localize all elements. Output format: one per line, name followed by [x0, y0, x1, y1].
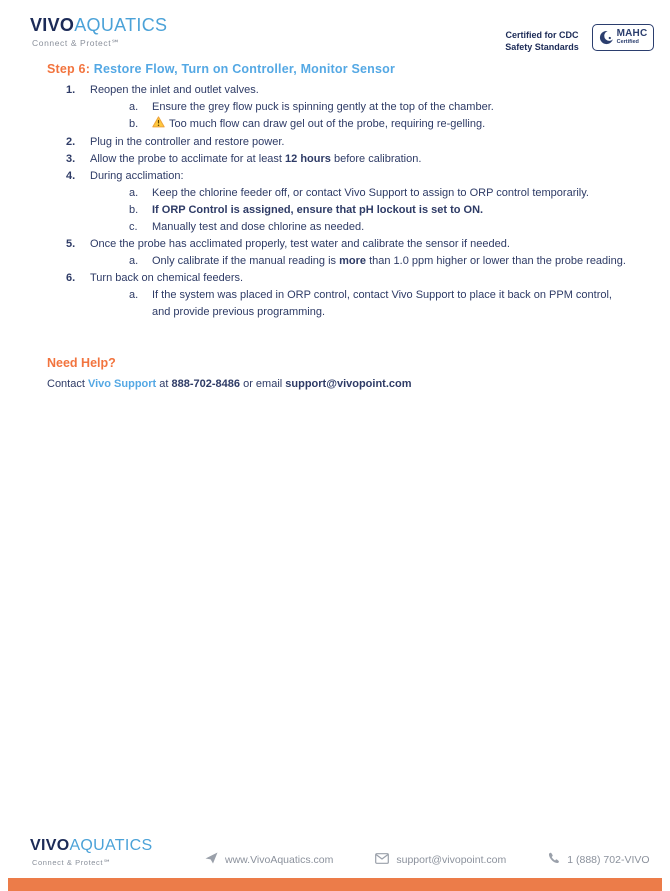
step-item — [47, 151, 627, 168]
text-segment: more — [339, 255, 367, 267]
text-segment: Keep the chlorine feeder off, or contact Vivo Support to assign to ORP control temporarily. — [152, 187, 589, 199]
phone-icon — [548, 852, 560, 867]
step-text — [90, 168, 627, 185]
mahc-crescent-icon — [599, 30, 614, 45]
subitem-letter: b. — [129, 118, 139, 130]
text-segment: Manually test and dose chlorine as needed. — [152, 221, 365, 233]
step-number: 5. — [66, 238, 76, 250]
text-segment: or email — [240, 378, 286, 390]
step-text — [90, 82, 627, 99]
brand-logo-wordmark — [30, 15, 167, 35]
text-segment: Ensure the grey flow puck is spinning gently at the top of the chamber. — [152, 101, 494, 113]
footer-logo-wordmark — [30, 837, 152, 855]
phone-link[interactable] — [548, 852, 649, 867]
text-segment: Reopen the inlet and outlet valves. — [90, 84, 259, 96]
subitem-letter: b. — [129, 204, 139, 216]
brand-logo — [30, 15, 167, 49]
email-link-label: support@vivopoint.com — [396, 853, 507, 866]
text-segment: Turn back on chemical feeders. — [90, 272, 244, 284]
step-heading-prefix: Step 6: — [47, 62, 91, 76]
email-link[interactable] — [375, 853, 506, 867]
step-subitem — [47, 99, 627, 116]
mahc-badge-subtitle: Certified — [616, 39, 639, 46]
logo-aquatics-text: AQUATICS — [74, 15, 168, 35]
text-segment: before calibration. — [330, 153, 422, 165]
text-segment: During acclimation: — [90, 170, 184, 182]
text-segment: support@vivopoint.com — [285, 378, 412, 390]
subitem-letter: a. — [129, 289, 139, 301]
step-number: 4. — [66, 170, 76, 182]
subitem-text — [152, 287, 627, 321]
subitem-letter: a. — [129, 187, 139, 199]
step-text — [90, 134, 627, 151]
subitem-letter: a. — [129, 255, 139, 267]
cdc-certification-text — [494, 29, 590, 53]
text-segment: Only calibrate if the manual reading is — [152, 255, 340, 267]
text-segment: at — [156, 378, 172, 390]
step-text — [90, 270, 627, 287]
mahc-certified-badge — [592, 24, 654, 51]
subitem-text — [152, 99, 627, 116]
step-item — [47, 236, 627, 253]
step-item — [47, 168, 627, 185]
text-segment: If the system was placed in ORP control, contact Vivo Support to place it back on PPM control, and provide previous programming. — [152, 289, 612, 318]
envelope-icon — [375, 853, 389, 867]
text-segment: Too much flow can draw gel out of the probe, requiring re-gelling. — [169, 118, 486, 130]
website-link[interactable] — [205, 852, 333, 867]
step-text — [90, 151, 627, 168]
brand-tagline: Connect & Protect℠ — [32, 38, 121, 48]
step-subitem — [47, 116, 627, 134]
need-help-heading: Need Help? — [47, 356, 116, 370]
text-segment[interactable]: Vivo Support — [87, 378, 157, 390]
cdc-certification-line2: Safety Standards — [505, 42, 579, 52]
subitem-letter: a. — [129, 101, 139, 113]
step-heading — [47, 62, 627, 76]
bottom-accent-bar — [8, 878, 662, 891]
subitem-text — [152, 202, 627, 219]
footer-links — [205, 852, 650, 867]
steps-list — [47, 82, 627, 321]
text-segment: If ORP Control is assigned, ensure that pH lockout is set to ON. — [152, 204, 484, 216]
document-body — [47, 62, 627, 393]
cdc-certification-line1: Certified for CDC — [505, 30, 579, 40]
step-number: 3. — [66, 153, 76, 165]
footer-brand-tagline: Connect & Protect℠ — [32, 858, 112, 867]
contact-line — [47, 376, 627, 393]
subitem-letter: c. — [129, 221, 138, 233]
step-item — [47, 82, 627, 99]
subitem-text — [152, 185, 627, 202]
mahc-badge-title: MAHC — [616, 28, 648, 40]
step-number: 2. — [66, 136, 76, 148]
step-item — [47, 270, 627, 287]
phone-link-label: 1 (888) 702-VIVO — [567, 853, 650, 866]
step-subitem — [47, 287, 627, 321]
logo-vivo-text: VIVO — [30, 15, 75, 35]
paper-plane-icon — [205, 852, 218, 867]
step-item — [47, 134, 627, 151]
step-number: 1. — [66, 84, 76, 96]
text-segment: than 1.0 ppm higher or lower than the probe reading. — [366, 255, 626, 267]
text-segment: Contact — [47, 378, 88, 390]
step-text — [90, 236, 627, 253]
step-number: 6. — [66, 272, 76, 284]
subitem-text — [152, 219, 627, 236]
step-heading-title: Restore Flow, Turn on Controller, Monitor Sensor — [93, 62, 396, 76]
website-link-label: www.VivoAquatics.com — [225, 853, 334, 866]
subitem-text — [152, 116, 627, 134]
text-segment: Plug in the controller and restore power. — [90, 136, 285, 148]
step-subitem — [47, 202, 627, 219]
step-subitem — [47, 219, 627, 236]
step-subitem — [47, 185, 627, 202]
footer-brand-logo — [30, 837, 152, 867]
step-subitem — [47, 253, 627, 270]
text-segment: 12 hours — [285, 153, 331, 165]
text-segment: Allow the probe to acclimate for at least — [90, 153, 286, 165]
text-segment: 888-702-8486 — [171, 378, 241, 390]
footer-logo-aquatics-text: AQUATICS — [69, 837, 153, 854]
subitem-text — [152, 253, 627, 270]
warning-icon — [152, 116, 165, 134]
text-segment: Once the probe has acclimated properly, test water and calibrate the sensor if needed. — [90, 238, 510, 250]
footer-logo-vivo-text: VIVO — [30, 837, 70, 854]
